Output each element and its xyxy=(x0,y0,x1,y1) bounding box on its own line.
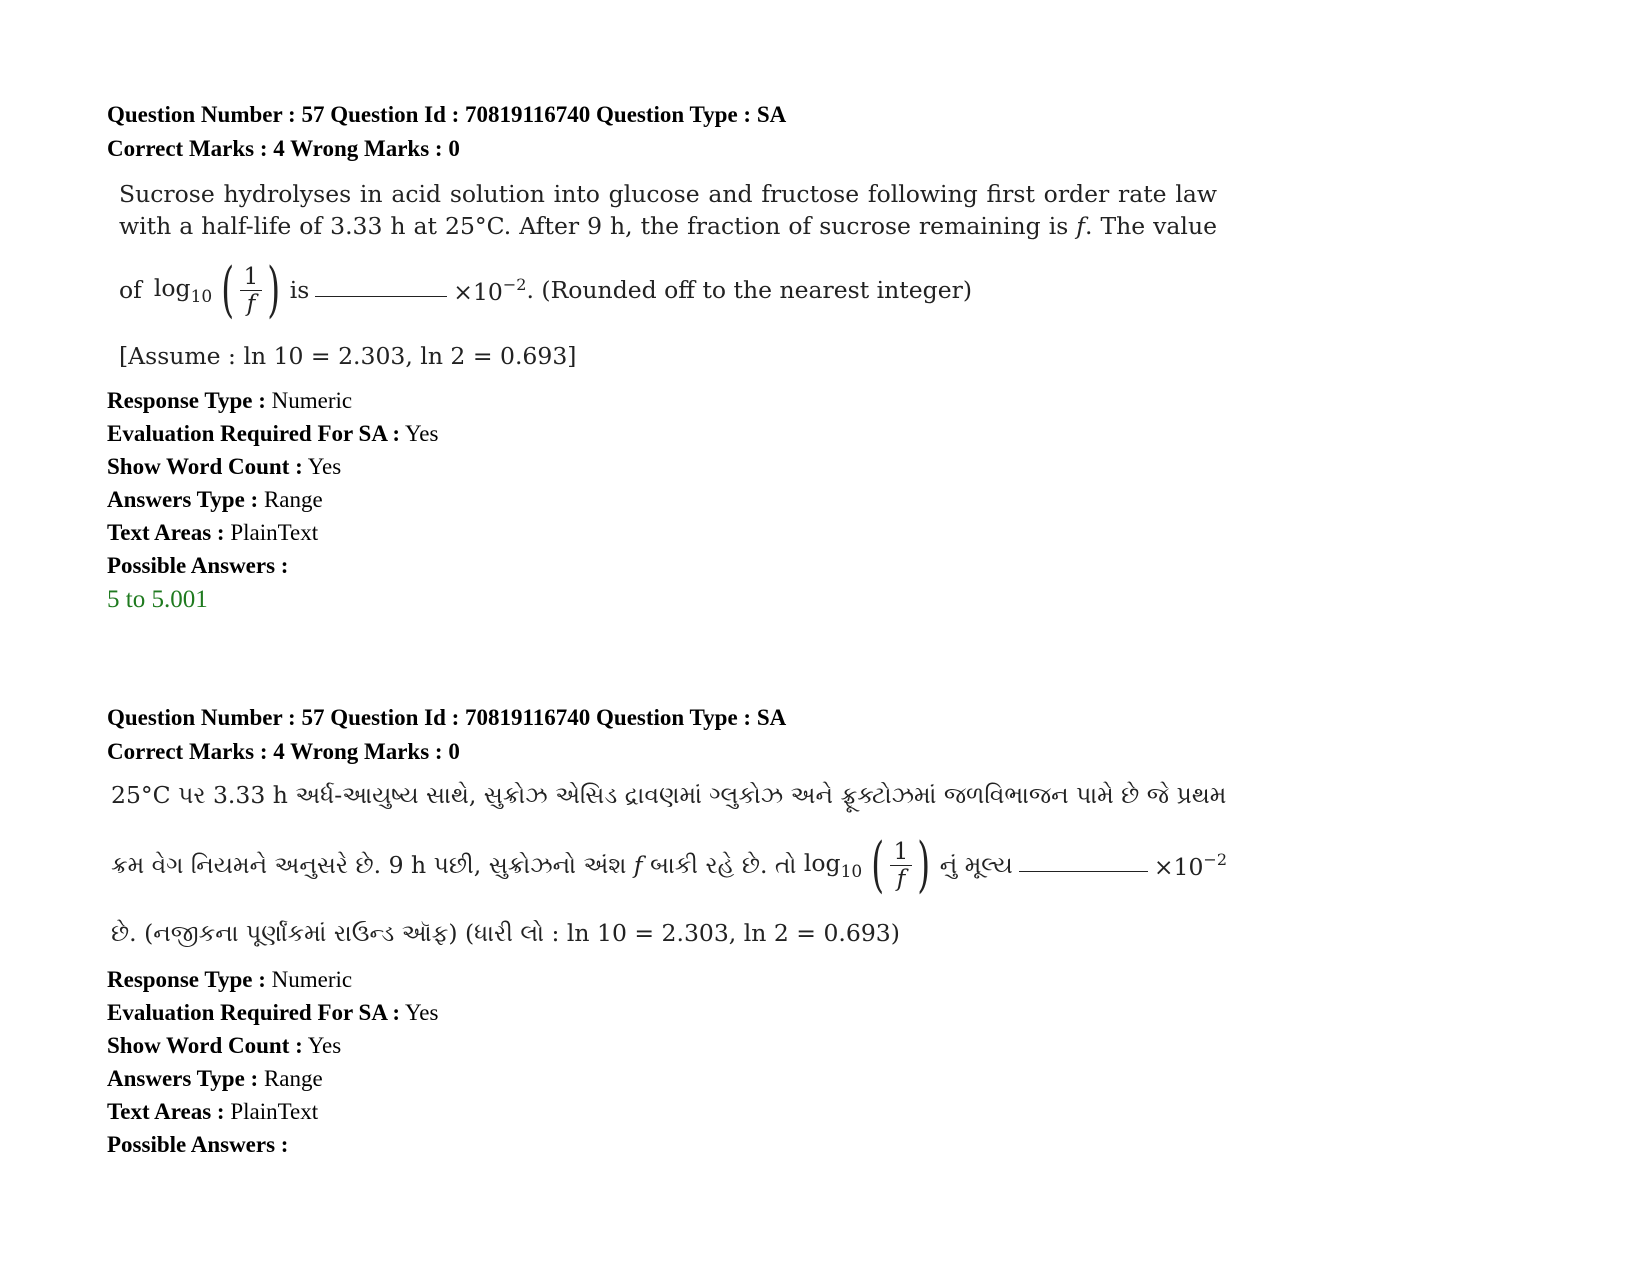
fraction-one-over-f: ( $\frac{1}{f}$ ) xyxy=(221,255,281,325)
question-line-1: 25°C પર 3.33 h અર્ધ-આયુષ્ય સાથે, સુક્રોઝ એસિડ દ્રાવણમાં ગ્લુકોઝ અને ફ્રૂક્ટોઝમાં જળવિભાજન પામે છે જે પ્રથમ xyxy=(111,781,1227,809)
possible-answer-value: 5 to 5.001 xyxy=(107,586,208,613)
meta-text-areas: Text Areas : PlainText xyxy=(107,520,319,545)
assumption-text: [Assume : ln 10 = 2.303, ln 2 = 0.693] xyxy=(119,342,577,370)
question-header: Question Number : 57 Question Id : 70819116740 Question Type : SA xyxy=(107,705,787,730)
meta-answers-type: Answers Type : Range xyxy=(107,1066,323,1091)
power-of-ten: $\times 10^{-2}$ xyxy=(453,274,527,306)
question-header: Question Number : 57 Question Id : 70819116740 Question Type : SA xyxy=(107,102,787,127)
question-block-gujarati xyxy=(107,701,1227,1161)
question-line-2: ક્રમ વેગ નિયમને અનુસરે છે. 9 h પછી, સુક્રોઝનો અંશ f બાકી રહે છે. તો $\log_{10}$ ( $\frac{1}{f}$ ) નું મૂલ્ય $\times 10^{-2}$ xyxy=(111,830,1227,900)
log-function: $\log_{10}$ xyxy=(803,848,863,882)
power-of-ten: $\times 10^{-2}$ xyxy=(1153,849,1227,881)
meta-evaluation-required: Evaluation Required For SA : Yes xyxy=(107,1000,439,1025)
math-expression: of $\log_{10}$ ( $\frac{1}{f}$ ) is $\times 10^{-2}$ . (Rounded off to the nearest integer) xyxy=(119,255,973,325)
meta-text-areas: Text Areas : PlainText xyxy=(107,1099,319,1124)
meta-answers-type: Answers Type : Range xyxy=(107,487,323,512)
question-metadata xyxy=(107,963,1227,1161)
question-block-english xyxy=(107,98,1227,618)
meta-response-type: Response Type : Numeric xyxy=(107,967,353,992)
question-text xyxy=(119,178,1227,374)
fraction-one-over-f: ( $\frac{1}{f}$ ) xyxy=(871,830,931,900)
log-function: $\log_{10}$ xyxy=(153,273,213,307)
answer-blank xyxy=(315,296,447,297)
meta-evaluation-required: Evaluation Required For SA : Yes xyxy=(107,421,439,446)
meta-possible-answers: Possible Answers : xyxy=(107,553,289,578)
question-text xyxy=(111,775,1227,953)
meta-show-word-count: Show Word Count : Yes xyxy=(107,1033,342,1058)
question-paragraph: Sucrose hydrolyses in acid solution into glucose and fructose following first order rate law with a half-life of 3.33 h at 25°C. After 9 h, the fraction of sucrose remaining is f. The value xyxy=(119,180,1217,240)
marks-header: Correct Marks : 4 Wrong Marks : 0 xyxy=(107,739,460,764)
marks-header: Correct Marks : 4 Wrong Marks : 0 xyxy=(107,136,460,161)
meta-show-word-count: Show Word Count : Yes xyxy=(107,454,342,479)
answer-blank xyxy=(1019,871,1148,872)
question-line-3: છે. (નજીકના પૂર્ણાંકમાં રાઉન્ડ ઑફ) (ધારી લો : ln 10 = 2.303, ln 2 = 0.693) xyxy=(111,919,900,947)
meta-possible-answers: Possible Answers : xyxy=(107,1132,289,1157)
question-metadata xyxy=(107,384,1227,618)
meta-response-type: Response Type : Numeric xyxy=(107,388,353,413)
